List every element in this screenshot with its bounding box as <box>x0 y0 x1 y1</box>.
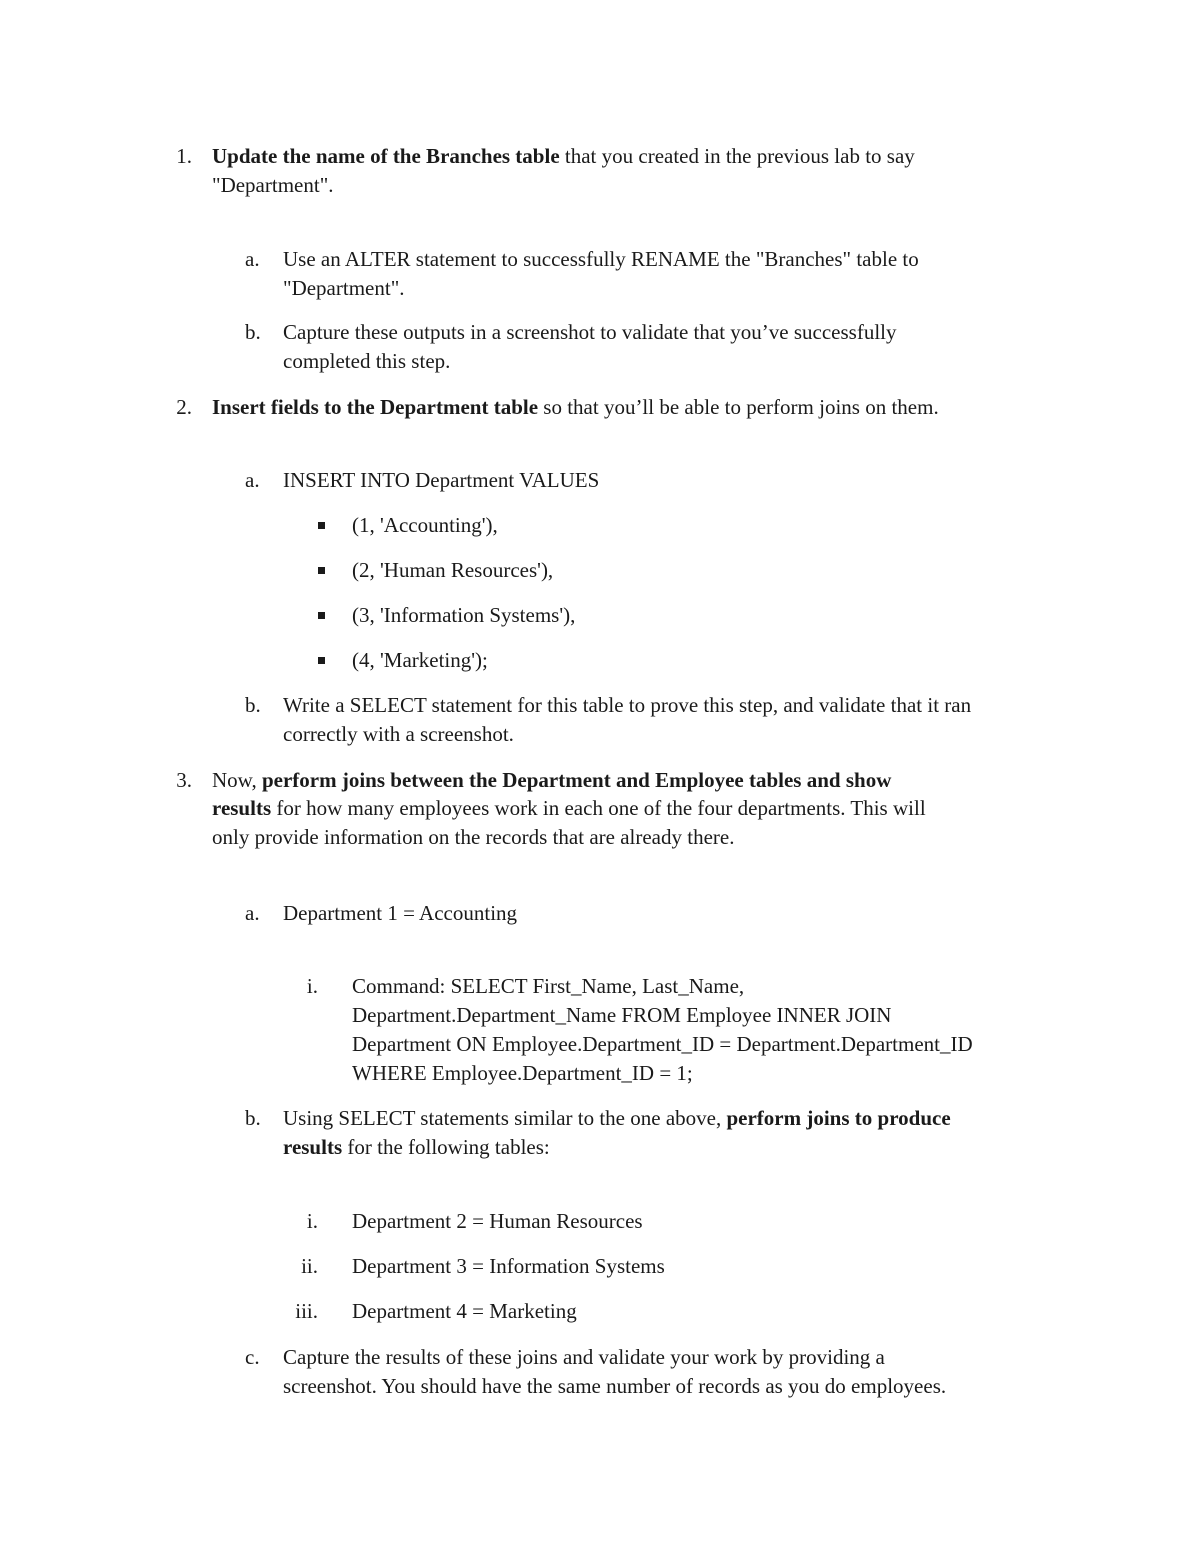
bullet-4-text: (4, 'Marketing'); <box>352 648 488 672</box>
item-2b-line-1: Write a SELECT statement for this table to prove this step, and validate that it ran <box>283 693 972 717</box>
item-3-text: for how many employees work in each one of the four departments. This will <box>271 796 926 820</box>
list-marker-3b-i: i. <box>306 1209 318 1233</box>
list-marker-1: 1. <box>176 144 192 168</box>
item-3c-line-2: screenshot. You should have the same number of records as you do employees. <box>283 1374 947 1398</box>
item-2-text: so that you’ll be able to perform joins on them. <box>538 395 939 419</box>
item-1-heading: Update the name of the Branches table <box>212 144 560 168</box>
list-marker-3b: b. <box>245 1106 261 1130</box>
command-line-4: WHERE Employee.Department_ID = 1; <box>352 1061 693 1085</box>
item-3b-line-2 <box>283 1133 550 1162</box>
list-marker-2: 2. <box>176 395 192 419</box>
bullet-1 <box>318 511 325 540</box>
item-1-line-2: "Department". <box>212 173 334 197</box>
item-3b-text: for the following tables: <box>342 1135 550 1159</box>
list-marker-2b: b. <box>245 693 261 717</box>
list-marker-2a: a. <box>245 468 260 492</box>
item-3b-text-pre: Using SELECT statements similar to the one above, <box>283 1106 727 1130</box>
item-1b-line-1: Capture these outputs in a screenshot to validate that you’ve successfully <box>283 320 897 344</box>
sub-item-department-3: Department 3 = Information Systems <box>352 1254 665 1278</box>
sub-item-department-2: Department 2 = Human Resources <box>352 1209 643 1233</box>
bullet-4 <box>318 646 325 675</box>
square-bullet-icon <box>318 612 325 619</box>
item-3-line-1 <box>212 766 891 795</box>
item-2a-line-1: INSERT INTO Department VALUES <box>283 468 600 492</box>
item-3-heading-cont: results <box>212 796 272 820</box>
list-marker-1b: b. <box>245 320 261 344</box>
item-2-line-1 <box>212 393 939 422</box>
item-3-line-3: only provide information on the records that are already there. <box>212 825 735 849</box>
square-bullet-icon <box>318 522 325 529</box>
item-1-line-1 <box>212 142 915 171</box>
item-3-heading: perform joins between the Department and Employee tables and show <box>261 768 892 792</box>
list-marker-3b-ii: ii. <box>301 1254 318 1278</box>
item-3c-line-1: Capture the results of these joins and validate your work by providing a <box>283 1345 885 1369</box>
sub-item-department-4: Department 4 = Marketing <box>352 1299 577 1323</box>
bullet-2-text: (2, 'Human Resources'), <box>352 558 554 582</box>
list-marker-1a: a. <box>245 247 260 271</box>
bullet-2 <box>318 556 325 585</box>
item-3b-line-1 <box>283 1104 951 1133</box>
command-line-1: Command: SELECT First_Name, Last_Name, <box>352 974 745 998</box>
item-3b-heading: perform joins to produce <box>726 1106 951 1130</box>
bullet-3 <box>318 601 325 630</box>
item-1a-line-2: "Department". <box>283 276 405 300</box>
item-1-text: that you created in the previous lab to say <box>559 144 915 168</box>
list-marker-3b-iii: iii. <box>295 1299 318 1323</box>
item-3a-line-1: Department 1 = Accounting <box>283 901 518 925</box>
command-line-2: Department.Department_Name FROM Employee INNER JOIN <box>352 1003 892 1027</box>
item-3-line-2 <box>212 794 926 823</box>
item-1a-line-1: Use an ALTER statement to successfully RENAME the "Branches" table to <box>283 247 919 271</box>
list-marker-3: 3. <box>176 768 192 792</box>
item-2-heading: Insert fields to the Department table <box>212 395 539 419</box>
item-3b-heading-cont: results <box>283 1135 343 1159</box>
bullet-1-text: (1, 'Accounting'), <box>352 513 498 537</box>
square-bullet-icon <box>318 567 325 574</box>
command-line-3: Department ON Employee.Department_ID = Department.Department_ID <box>352 1032 973 1056</box>
item-1b-line-2: completed this step. <box>283 349 451 373</box>
bullet-3-text: (3, 'Information Systems'), <box>352 603 576 627</box>
square-bullet-icon <box>318 657 325 664</box>
list-marker-3a-i: i. <box>306 974 318 998</box>
item-3-text-pre: Now, <box>212 768 262 792</box>
item-2b-line-2: correctly with a screenshot. <box>283 722 514 746</box>
list-marker-3c: c. <box>245 1345 260 1369</box>
list-marker-3a: a. <box>245 901 260 925</box>
